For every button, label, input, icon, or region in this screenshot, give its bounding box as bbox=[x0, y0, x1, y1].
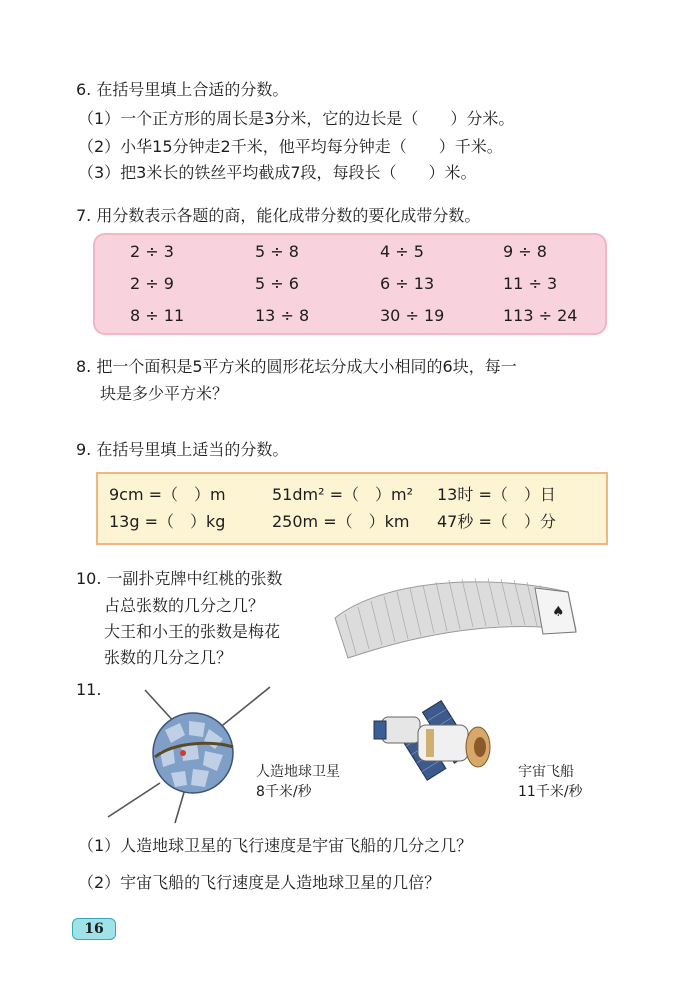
q9-cell: 47秒 =（ ）分 bbox=[437, 512, 556, 531]
q7-expression-box bbox=[93, 233, 607, 335]
q10-line-4: 张数的几分之几？ bbox=[104, 648, 233, 667]
q8-line-2: 块是多少平方米？ bbox=[100, 384, 229, 403]
q10-line-2: 占总张数的几分之几？ bbox=[104, 596, 265, 615]
satellite-illustration bbox=[105, 685, 275, 825]
q7-cell: 2 ÷ 3 bbox=[130, 242, 174, 261]
q7-cell: 113 ÷ 24 bbox=[503, 306, 578, 325]
q6-item-2: （2）小华15分钟走2千米，他平均每分钟走（ ）千米。 bbox=[78, 137, 503, 156]
q7-cell: 13 ÷ 8 bbox=[255, 306, 310, 325]
satellite-label: 人造地球卫星 bbox=[256, 764, 340, 780]
spaceship-label: 宇宙飞船 bbox=[518, 764, 574, 780]
q7-cell: 2 ÷ 9 bbox=[130, 274, 174, 293]
q11-sub-1: （1）人造地球卫星的飞行速度是宇宙飞船的几分之几？ bbox=[78, 836, 473, 855]
q10-line-1: 10. 一副扑克牌中红桃的张数 bbox=[76, 569, 283, 588]
q9-title: 9. 在括号里填上适当的分数。 bbox=[76, 440, 289, 459]
spaceship-speed: 11千米/秒 bbox=[518, 784, 583, 800]
q9-cell: 13时 =（ ）日 bbox=[437, 485, 556, 504]
q6-item-3: （3）把3米长的铁丝平均截成7段，每段长（ ）米。 bbox=[78, 163, 477, 182]
q7-cell: 5 ÷ 8 bbox=[255, 242, 299, 261]
svg-text:♠: ♠ bbox=[552, 604, 565, 620]
q7-cell: 11 ÷ 3 bbox=[503, 274, 558, 293]
q7-title: 7. 用分数表示各题的商，能化成带分数的要化成带分数。 bbox=[76, 206, 481, 225]
q7-cell: 30 ÷ 19 bbox=[380, 306, 445, 325]
q9-cell: 9cm =（ ）m bbox=[109, 485, 226, 504]
q6-title: 6. 在括号里填上合适的分数。 bbox=[76, 80, 289, 99]
page-number: 16 bbox=[72, 918, 116, 940]
q9-cell: 13g =（ ）kg bbox=[109, 512, 226, 531]
q11-number: 11. bbox=[76, 680, 102, 699]
q8-line-1: 8. 把一个面积是5平方米的圆形花坛分成大小相同的6块，每一 bbox=[76, 357, 517, 376]
q7-cell: 5 ÷ 6 bbox=[255, 274, 299, 293]
q7-cell: 9 ÷ 8 bbox=[503, 242, 547, 261]
q7-cell: 6 ÷ 13 bbox=[380, 274, 435, 293]
spaceship-illustration bbox=[370, 695, 530, 825]
q11-sub-2: （2）宇宙飞船的飞行速度是人造地球卫星的几倍？ bbox=[78, 873, 441, 892]
q9-cell: 250m =（ ）km bbox=[272, 512, 410, 531]
playing-cards-illustration bbox=[330, 570, 580, 670]
q10-line-3: 大王和小王的张数是梅花 bbox=[104, 622, 281, 641]
satellite-speed: 8千米/秒 bbox=[256, 784, 312, 800]
q6-item-1: （1）一个正方形的周长是3分米，它的边长是（ ）分米。 bbox=[78, 109, 515, 128]
q9-cell: 51dm² =（ ）m² bbox=[272, 485, 414, 504]
q9-unit-box bbox=[96, 472, 608, 545]
q7-cell: 8 ÷ 11 bbox=[130, 306, 185, 325]
q7-cell: 4 ÷ 5 bbox=[380, 242, 424, 261]
